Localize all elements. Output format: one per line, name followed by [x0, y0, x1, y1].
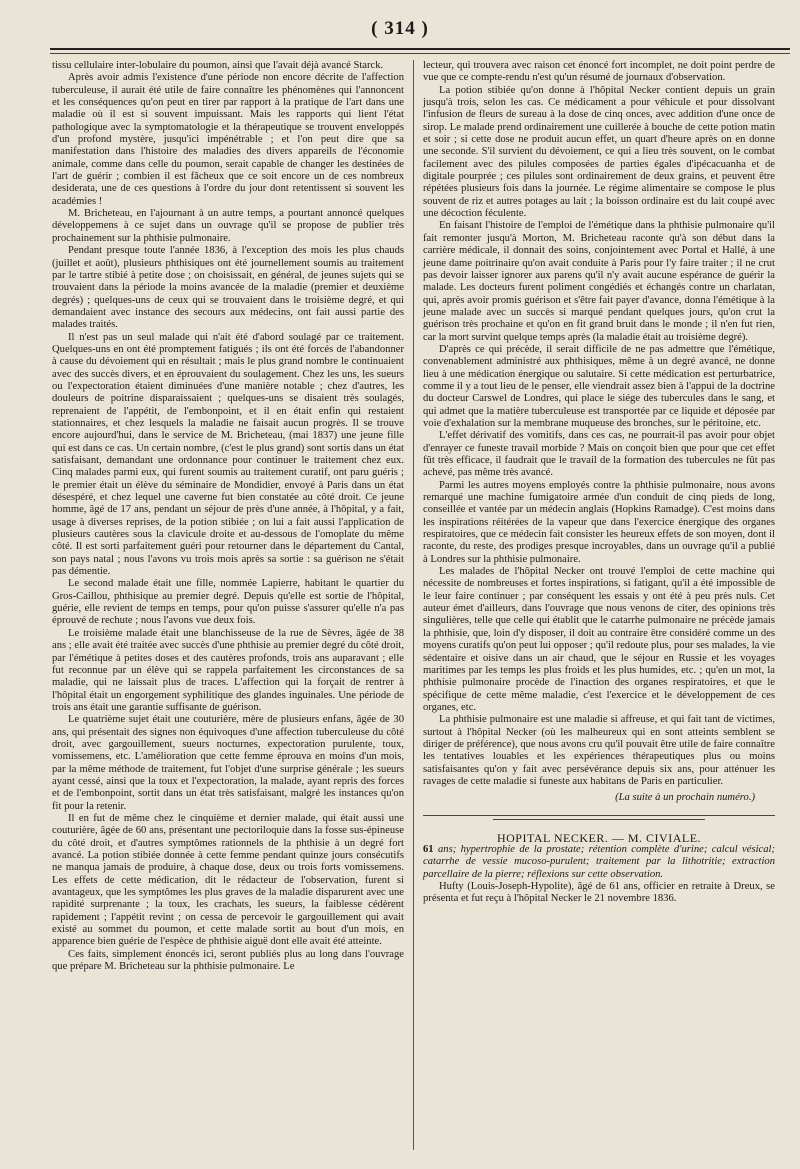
section-title-text: HOPITAL NECKER. — M. CIVIALE. — [496, 830, 702, 845]
case-heading — [423, 844, 775, 881]
section-rule — [423, 815, 775, 816]
paragraph: Il n'est pas un seul malade qui n'ait été d'abord soulagé par ce traitement. Quelques-uns en ont été promptement fatigués ; ils ont été forcés de l'abandonner à cause du dévoiement qui en résultait ; mais le plus grand nombre le continuaient avec des succès divers, et en éprouvaient du soulagement. Chez les uns, les sueurs ou l'expectoration étaient diminuées d'une manière notable ; chez d'autres, les douleurs de poitrine disparaissaient ; quelques-uns se disaient très soulagés, reprenaient de l'appétit, de l'embonpoint, et il en était enfin qui restaient stationnaires, et chez lesquels la maladie ne faisait aucun progrès. Il se trouve encore aujourd'hui, dans le service de M. Bricheteau, (mai 1837) une jeune fille qui est dans ce cas. Un certain nombre, (c'est le plus grand) sont sortis dans un état satisfaisant, demandant une ordonnance pour continuer le traitement chez eux. Cinq malades parmi eux, qui furent soumis au traitement curatif, ont paru guéris ; le premier était un élève du séminaire de Mondidier, envoyé à Paris dans un état désespéré, et chez lequel une caverne fut bien constatée au côté droit. Ce jeune homme, âgé de 17 ans, pendant un séjour de près d'une année, à l'hôpital, y a fait, usage à diverses reprises, de la potion stibiée ; on lui a fait aussi l'application de plusieurs cautères sous la clavicule droite et au-dessous de l'omoplate du même côté. Il est sorti parfaitement guéri pour retourner dans le département du Cantal, son pays natal ; nous l'avons vu trois mois après sa sortie : sa guérison ne s'était pas démentie. — [52, 331, 404, 578]
paragraph: tissu cellulaire inter-lobulaire du poumon, ainsi que l'avait déjà avancé Starck. — [52, 60, 384, 71]
paragraph: lecteur, qui trouvera avec raison cet énoncé fort incomplet, ne doit point perdre de vue que ce compte-rendu n'est qu'un résumé de journaux d'observation. — [423, 60, 775, 84]
left-column — [52, 60, 404, 1150]
column-divider — [413, 60, 414, 1150]
paragraph: Les malades de l'hôpital Necker ont trouvé l'emploi de cette machine qui nécessite de nombreuses et fortes inspirations, si fatigant, qu'il a été impossible de le leur faire continuer ; par conséquent les essais y ont été à peu près nuls. Cet auteur émet d'ailleurs, dans l'ouvrage que nous venons de citer, des opinions très singulières, telle que celle qui établit que le catarrhe pulmonaire ne précède jamais la phthisie, que, loin d'y disposer, il doit au contraire être considéré comme un des moyens curatifs qu'on peut lui opposer ; qu'il redoute plus, pour ses malades, la vie sédentaire et oisive dans un air chaud, que le séjour en Russie et les voyages maritimes par les temps les plus froids et les plus humides, etc. ; qu'en un mot, la phthisie pulmonaire procède de l'inaction des organes respiratoires, et que le spécifique de cette même maladie, c'est l'exercice et le développement de ces organes, etc. — [423, 566, 775, 713]
paragraph: La phthisie pulmonaire est une maladie si affreuse, et qui fait tant de victimes, surtout à l'hôpital Necker (où les malheureux qui en sont atteints semblent se diriger de préférence), que nous avons cru qu'il pouvait être utile de faire connaître les tentatives louables et les expériences thérapeutiques plus ou moins satisfaisantes qu'on y fait avec persévérance depuis six ans, pour atténuer les ravages de cette maladie si funeste aux habitans de Paris en particulier. — [423, 714, 775, 787]
case-description: ans; hypertrophie de la prostate; rétention complète d'urine; calcul vésical; catarrhe de vessie mucoso-purulent; traitement par la lithotritie; extraction parcellaire de la pierre; réflexions sur cette observation. — [423, 843, 775, 880]
section-title — [423, 832, 775, 844]
paragraph: Ces faits, simplement énoncés ici, seront publiés plus au long dans l'ouvrage que prépare M. Bricheteau sur la phthisie pulmonaire. Le — [52, 948, 404, 973]
paragraph: M. Bricheteau, en l'ajournant à un autre temps, a pourtant annoncé quelques développemens à ce sujet dans un ouvrage qu'il se propose de publier très prochainement sur la phthisie pulmonaire. — [52, 208, 404, 244]
paragraph: L'effet dérivatif des vomitifs, dans ces cas, ne pourrait-il pas avoir pour objet d'enrayer ce funeste travail morbide ? Mais on conçoit bien que pour que cet effet fût très efficace, il faudrait que le travail de la formation des tubercules ne fût pas achevé, pas même très avancé. — [423, 430, 775, 479]
paragraph: La potion stibiée qu'on donne à l'hôpital Necker contient depuis un grain jusqu'à trois, selon les cas. Ce médicament a pour véhicule et pour dissolvant l'infusion de fleurs de sureau à la dose de cinq onces, avec addition d'une once de sirop. Le malade prend ordinairement une cuillerée à bouche de cette potion matin et soir ; si cette dose ne produit aucun effet, un quart d'heure après on en donne une seconde. S'il survient du dévoiement, ce qui a lieu très souvent, on le combat facilement avec des pilules composées de parties égales d'ipécacuanha et de digitale pourprée ; ces pilules sont ordinairement de deux grains, et peuvent être répétées plusieurs fois dans la journée. Le régime alimentaire se compose le plus souvent de riz et autres potages au lait ; la boisson ordinaire est du lait coupé avec une décoction féculente. — [423, 84, 775, 220]
paragraph: Pendant presque toute l'année 1836, à l'exception des mois les plus chauds (juillet et août), plusieurs phthisiques ont été journellement soumis au traitement par le tartre stibié à petite dose ; on choisissait, en général, de jeunes sujets qui se trouvaient dans la période la moins avancée de la maladie (premier et deuxième degrés) ; quelques-uns de ceux qui se trouvaient dans le troisième degré, et qui demandaient avec instance des secours aux médecins, ont fait aussi partie des malades traités. — [52, 245, 404, 331]
paragraph: Le second malade était une fille, nommée Lapierre, habitant le quartier du Gros-Caillou, phthisique au premier degré. Depuis qu'elle est sortie de l'hôpital, guérie, elle revient de temps en temps, pour qu'on puisse s'assurer qu'elle n'a pas éprouvé de rechute ; nous l'avons vue deux fois. — [52, 578, 404, 627]
case-number: 61 — [423, 843, 434, 855]
right-column — [423, 60, 775, 1150]
paragraph: Il en fut de même chez le cinquième et dernier malade, qui était aussi une couturière, âgée de 60 ans, présentant une pectoriloquie dans la fosse sus-épineuse du côté droit, et d'autres symptômes rationnels de la phthisie à un degré fort avancé. La potion stibiée donnée à cette femme pendant quinze jours consécutifs ne manqua jamais de produire, à chaque dose, deux ou trois forts vomissemens. Les effets de cette médication, dit le rédacteur de l'observation, furent si avantageux, que les symptômes les plus graves de la maladie disparurent avec une rapidité surprenante ; la toux, les crachats, les sueurs, la faiblesse cédèrent rapidement ; l'appétit revint ; on cessa de percevoir le gargouillement qui avait existé au sommet du poumon, et cette malade sortit au bout d'un mois, en apparence bien guérie de l'espèce de phthisie aiguë dont elle avait été atteinte. — [52, 812, 404, 948]
page-header — [0, 18, 800, 46]
header-rule — [50, 48, 790, 50]
paragraph: Parmi les autres moyens employés contre la phthisie pulmonaire, nous avons remarqué une machine fumigatoire armée d'un conduit de cinq pieds de long, conseillée et vantée par un médecin anglais (Hopkins Ramadge). C'est moins dans les inspirations réitérées de la vapeur que dans l'exercice énergique des organes respiratoires, que ce médecin fait consister les heureux effets de son moyen, dont il raconte, du reste, des prodiges presque incroyables, dans un ouvrage qu'il a publié à Londres sur la phthisie pulmonaire. — [423, 479, 775, 565]
section-rule-short — [493, 819, 704, 820]
case-text: Hufty (Louis-Joseph-Hypolite), âgé de 61 ans, officier en retraite à Dreux, se présenta et fut reçu à l'hôpital Necker le 21 novembre 1836. — [423, 881, 775, 905]
paragraph: Le quatrième sujet était une couturière, mère de plusieurs enfans, âgée de 30 ans, qui présentait des signes non équivoques d'une affection tuberculeuse du côté droit, avec gargouillement, sueurs nocturnes, expectoration purulente, toux, vomissemens, etc. L'amélioration que cette femme éprouva en moins d'un mois, par la même méthode de traitement, fut l'objet d'une surprise générale ; les sueurs ayant cessé, ainsi que la toux et l'expectoration, la malade, ayant repris des forces et de l'embonpoint, sortit dans un état très satisfaisant, malgré les instances qu'on fit pour la retenir. — [52, 714, 404, 812]
continuation-note: (La suite à un prochain numéro.) — [615, 792, 755, 804]
header-rule-thin — [50, 53, 790, 54]
paragraph: Après avoir admis l'existence d'une période non encore décrite de l'affection tuberculeuse, il aurait été utile de faire connaître les phénomènes qui l'annoncent et les conséquences qu'on peut en tirer par rapport à la pratique de l'art dans une maladie où il est si souvent impuissant. Mais les rapports qui lient l'état pathologique avec la symptomatologie et la thérapeutique se trouvent enveloppés d'un profond mystère, jusqu'ici impénétrable ; et l'on peut dire que sa manifestation dans l'histoire des maladies des divers appareils de l'économie animale, comme dans celle du poumon, serait capable de changer les destinées de l'art de guérir ; combien il est fâcheux que ce soit encore un de ces nombreux desiderata, une de ces questions à l'ordre du jour dont retentissent si souvent les académies ! — [52, 72, 404, 207]
paragraph: Le troisième malade était une blanchisseuse de la rue de Sèvres, âgée de 38 ans ; elle avait été traitée avec succès d'une phthisie au premier degré du côté droit, par l'émétique à petites doses et des cautères profonds, trois ans auparavant ; elle fut reconnue par un élève qui se rappela parfaitement les circonstances de sa maladie, qui ne laissait plus de traces. L'affection qui la forçait de rentrer à l'hôpital était un engorgement syphilitique des glandes inguinales. Une période de trois ans était une garantie suffisante de guérison. — [52, 627, 404, 713]
paragraph: En faisant l'histoire de l'emploi de l'émétique dans la phthisie pulmonaire qu'il fait remonter jusqu'à Morton, M. Bricheteau raconte qu'à son début dans la carrière médicale, il donnait des soins, conjointement avec Portal et Hallé, à une jeune dame poitrinaire qu'on avait conduite à Paris pour l'y faire traiter ; il ne crut pas devoir laisser ignorer aux parens qu'il n'y avait aucune espérance de guérir la malade. Les docteurs furent poliment congédiés et échangés contre un charlatan, qui, après avoir promis guérison et s'être fait payer d'avance, donna l'émétique à la jeune malade avec un succès si marqué pendant quelques jours, qu'on crut la guérison très prochaine et qu'on en fit grand bruit dans le monde ; il n'en fut rien, car la mort survint quelque temps après (la maladie était au troisième degré). — [423, 220, 775, 343]
paragraph: D'après ce qui précède, il serait difficile de ne pas admettre que l'émétique, convenablement administré aux phthisiques, même à un degré avancé, ne donne lieu à une médication énergique ou salutaire. Si cette médication est perturbatrice, comme il y a tout lieu de le penser, elle viendrait assez bien à l'appui de la doctrine du docteur Carswel de Londres, qui place le siége des tubercules dans le sang, et qui admet que la matière tuberculeuse est transportée par ce liquide et déposée par voie d'exhalation sur la membrane muqueuse des bronches, sur le péritoine, etc. — [423, 343, 775, 429]
page-number: ( 314 ) — [371, 18, 429, 39]
